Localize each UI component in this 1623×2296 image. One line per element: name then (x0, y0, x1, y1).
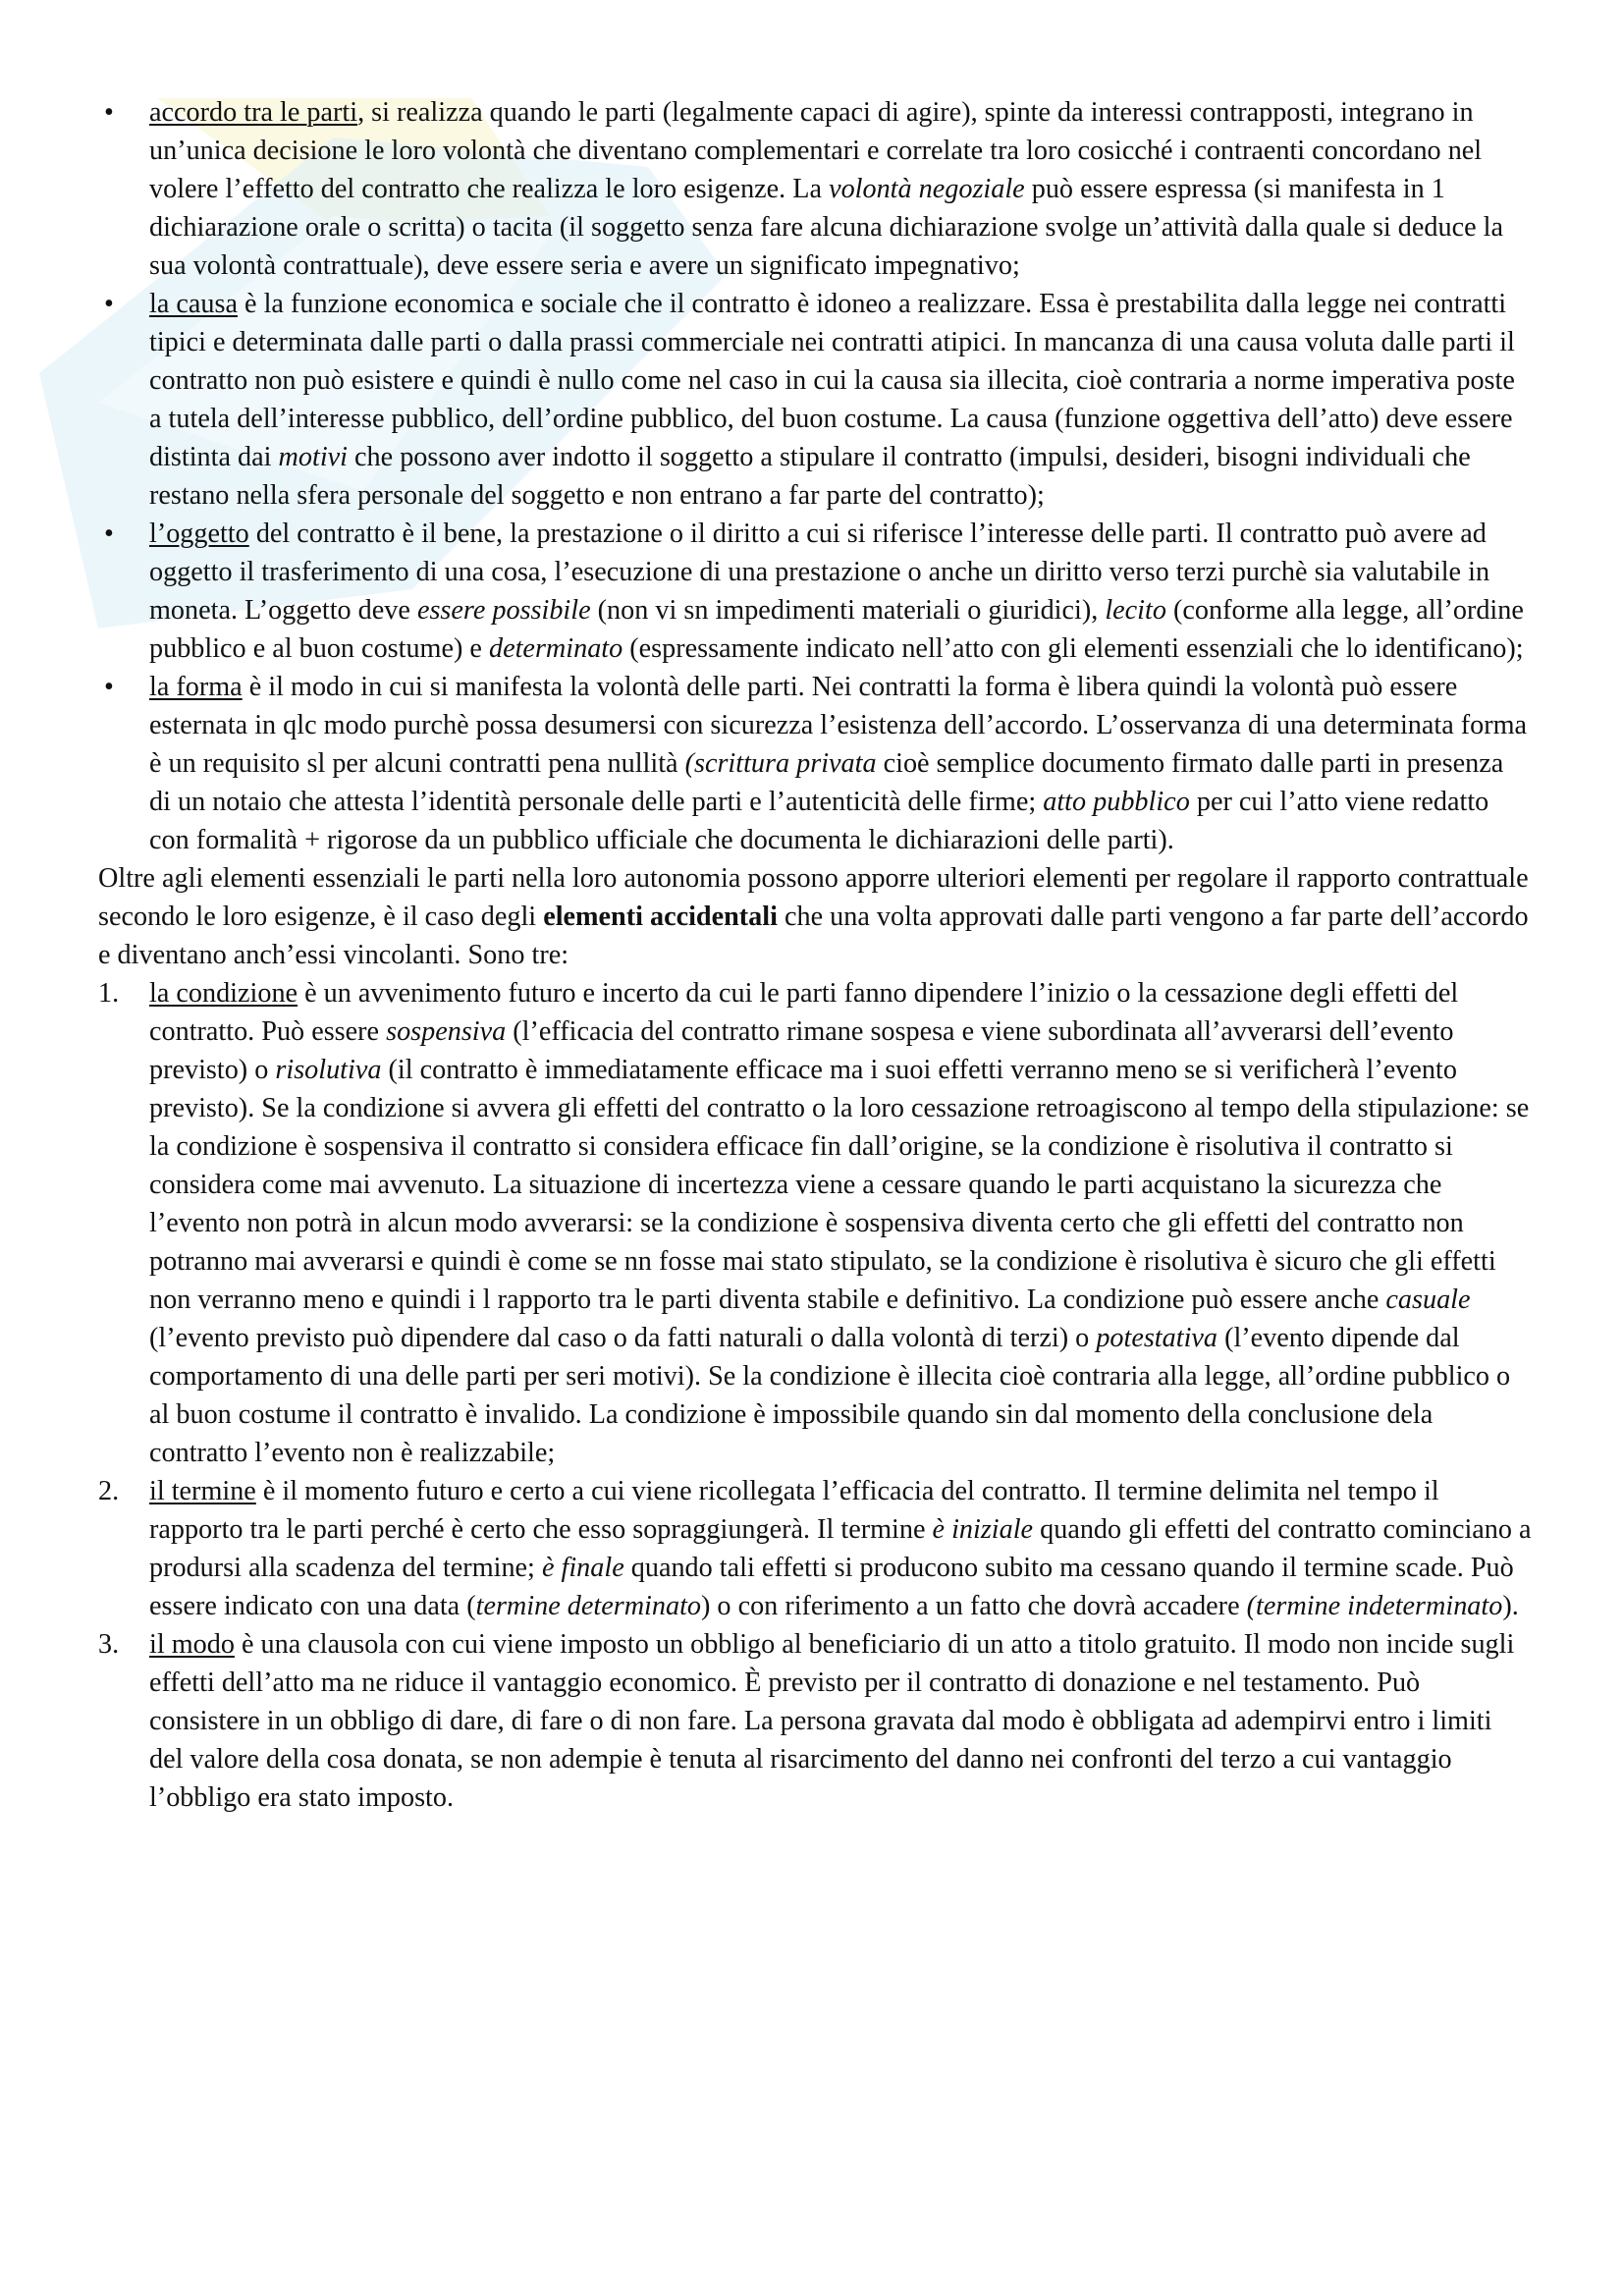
text: (il contratto è immediatamente efficace ma i suoi effetti verranno meno se si verificherà l’evento previsto). Se la condizione si avvera gli effetti del contratto o la loro cessazione retroagiscono al tempo della stipulazione: se la condizione è sospensiva il contratto si considera efficace fin dall’origine, se la condizione è risolutiva il contratto si considera come mai avvenuto. La situazione di incertezza viene a cessare quando le parti acquistano la sicurezza che l’evento non potrà in alcun modo avverarsi: se la condizione è sospensiva diventa certo che gli effetti del contratto non potranno mai avverarsi e quindi è come se nn fosse mai stato stipulato, se la condizione è risolutiva è sicuro che gli effetti non verranno meno e quindi i l rapporto tra le parti diventa stabile e definitivo. La condizione può essere anche (149, 1055, 1530, 1315)
emphasis: atto pubblico (1043, 787, 1190, 817)
term: il termine (149, 1476, 256, 1506)
bullet-item-oggetto (98, 515, 1532, 668)
text: Oltre agli elementi essenziali le parti nella loro autonomia possono apporre ulteriori elementi per regolare il rapporto contrattuale secondo le loro esigenze, è il caso degli (98, 863, 1529, 932)
numbered-item-modo (98, 1625, 1532, 1817)
emphasis: determinato (489, 633, 623, 664)
text: quando gli effetti del contratto cominciano a prodursi alla scadenza del termine; (149, 1514, 1532, 1583)
emphasis: (termine indeterminato (1246, 1591, 1503, 1621)
text: è una clausola con cui viene imposto un obbligo al beneficiario di un atto a titolo gratuito. Il modo non incide sugli effetti dell’atto ma ne riduce il vantaggio economico. È previsto per il contratto di donazione e nel testamento. Può consistere in un obbligo di dare, di fare o di non fare. La persona gravata dal modo è obbligata ad adempirvi entro i limiti del valore della cosa donata, se non adempie è tenuta al risarcimento del danno nei confronti del terzo a cui vantaggio l’obbligo era stato imposto. (149, 1629, 1515, 1813)
term: la causa (149, 289, 238, 319)
bullet-marker: • (104, 672, 114, 702)
bullet-marker: • (104, 289, 114, 319)
text: (l’efficacia del contratto rimane sospesa e viene subordinata all’avverarsi dell’evento previsto) o (149, 1016, 1454, 1085)
emphasis: potestativa (1096, 1323, 1218, 1353)
text: è il modo in cui si manifesta la volontà delle parti. Nei contratti la forma è libera quindi la volontà può essere esternata in qlc modo purchè possa desumersi con sicurezza l’esistenza dell’accordo. L’osservanza di una determinata forma è un requisito sl per alcuni contratti pena nullità (149, 672, 1528, 779)
emphasis: casuale (1385, 1285, 1471, 1315)
number-marker: 1. (98, 978, 120, 1009)
term: l’oggetto (149, 519, 249, 549)
text: cioè semplice documento firmato dalle parti in presenza di un notaio che attesta l’identità personale delle parti e l’autenticità delle firme; (149, 748, 1504, 817)
emphasis: volontà negoziale (829, 174, 1025, 204)
number-marker: 2. (98, 1476, 120, 1506)
text: (l’evento previsto può dipendere dal caso o da fatti naturali o dalla volontà di terzi) o (149, 1323, 1097, 1353)
text: (non vi sn impedimenti materiali o giuridici), (590, 595, 1106, 626)
document-page (98, 93, 1532, 1817)
text: quando tali effetti si producono subito ma cessano quando il termine scade. Può essere indicato con una data ( (149, 1553, 1514, 1621)
emphasis: (scrittura privata (684, 748, 877, 779)
text: che possono aver indotto il soggetto a stipulare il contratto (impulsi, desideri, bisogni individuali che restano nella sfera personale del soggetto e non entrano a far parte del contratto); (149, 442, 1471, 511)
intro-paragraph (98, 859, 1532, 974)
text: è un avvenimento futuro e incerto da cui le parti fanno dipendere l’inizio o la cessazione degli effetti del contratto. Può essere (149, 978, 1459, 1047)
emphasis: è finale (541, 1553, 624, 1583)
emphasis: termine determinato (475, 1591, 701, 1621)
text: per cui l’atto viene redatto con formalità + rigorose da un pubblico ufficiale che documenta le dichiarazioni delle parti). (149, 787, 1489, 855)
bold-term: elementi accidentali (543, 902, 778, 932)
term: la condizione (149, 978, 298, 1009)
emphasis: sospensiva (386, 1016, 507, 1047)
term: la forma (149, 672, 243, 702)
term: accordo tra le parti (149, 97, 358, 128)
text: può essere espressa (si manifesta in 1 dichiarazione orale o scritta) o tacita (il soggetto senza fare alcuna dichiarazione svolge un’attività dalla quale si deduce la sua volontà contrattuale), deve essere seria e avere un significato impegnativo; (149, 174, 1503, 281)
emphasis: essere possibile (416, 595, 591, 626)
text: del contratto è il bene, la prestazione o il diritto a cui si riferisce l’interesse delle parti. Il contratto può avere ad oggetto il trasferimento di una cosa, l’esecuzione di una prestazione o anche un diritto verso terzi purchè sia valutabile in moneta. L’oggetto deve (149, 519, 1490, 626)
emphasis: motivi (278, 442, 348, 472)
emphasis: è iniziale (932, 1514, 1034, 1545)
text: (espressamente indicato nell’atto con gli elementi essenziali che lo identificano); (622, 633, 1524, 664)
text: che una volta approvati dalle parti vengono a far parte dell’accordo e diventano anch’essi vincolanti. Sono tre: (98, 902, 1529, 970)
text: (conforme alla legge, all’ordine pubblico e al buon costume) e (149, 595, 1524, 664)
number-marker: 3. (98, 1629, 120, 1660)
text: è la funzione economica e sociale che il contratto è idoneo a realizzare. Essa è prestabilita dalla legge nei contratti tipici e determinata dalle parti o dalla prassi commerciale nei contratti atipici. In mancanza di una causa voluta dalle parti il contratto non può esistere e quindi è nullo come nel caso in cui la causa sia illecita, cioè contraria a norme imperativa poste a tutela dell’interesse pubblico, dell’ordine pubblico, del buon costume. La causa (funzione oggettiva dell’atto) deve essere distinta dai (149, 289, 1515, 472)
bullet-item-accordo (98, 93, 1532, 285)
bullet-item-causa (98, 285, 1532, 515)
numbered-item-condizione (98, 974, 1532, 1472)
text: , si realizza quando le parti (legalmente capaci di agire), spinte da interessi contrapposti, integrano in un’unica decisione le loro volontà che diventano complementari e correlate tra loro cosicché i contraenti concordano nel volere l’effetto del contratto che realizza le loro esigenze. La (149, 97, 1483, 204)
text: (l’evento dipende dal comportamento di una delle parti per seri motivi). Se la condizione è illecita cioè contraria alla legge, all’ordine pubblico o al buon costume il contratto è invalido. La condizione è impossibile quando sin dal momento della conclusione dela contratto l’evento non è realizzabile; (149, 1323, 1511, 1468)
bullet-item-forma (98, 668, 1532, 859)
term: il modo (149, 1629, 235, 1660)
text: è il momento futuro e certo a cui viene ricollegata l’efficacia del contratto. Il termine delimita nel tempo il rapporto tra le parti perché è certo che esso sopraggiungerà. Il termine (149, 1476, 1439, 1545)
bullet-marker: • (104, 97, 114, 128)
text: ) o con riferimento a un fatto che dovrà accadere (701, 1591, 1247, 1621)
emphasis: lecito (1105, 595, 1166, 626)
emphasis: risolutiva (275, 1055, 382, 1085)
bullet-marker: • (104, 519, 114, 549)
numbered-item-termine (98, 1472, 1532, 1625)
text: ). (1502, 1591, 1519, 1621)
